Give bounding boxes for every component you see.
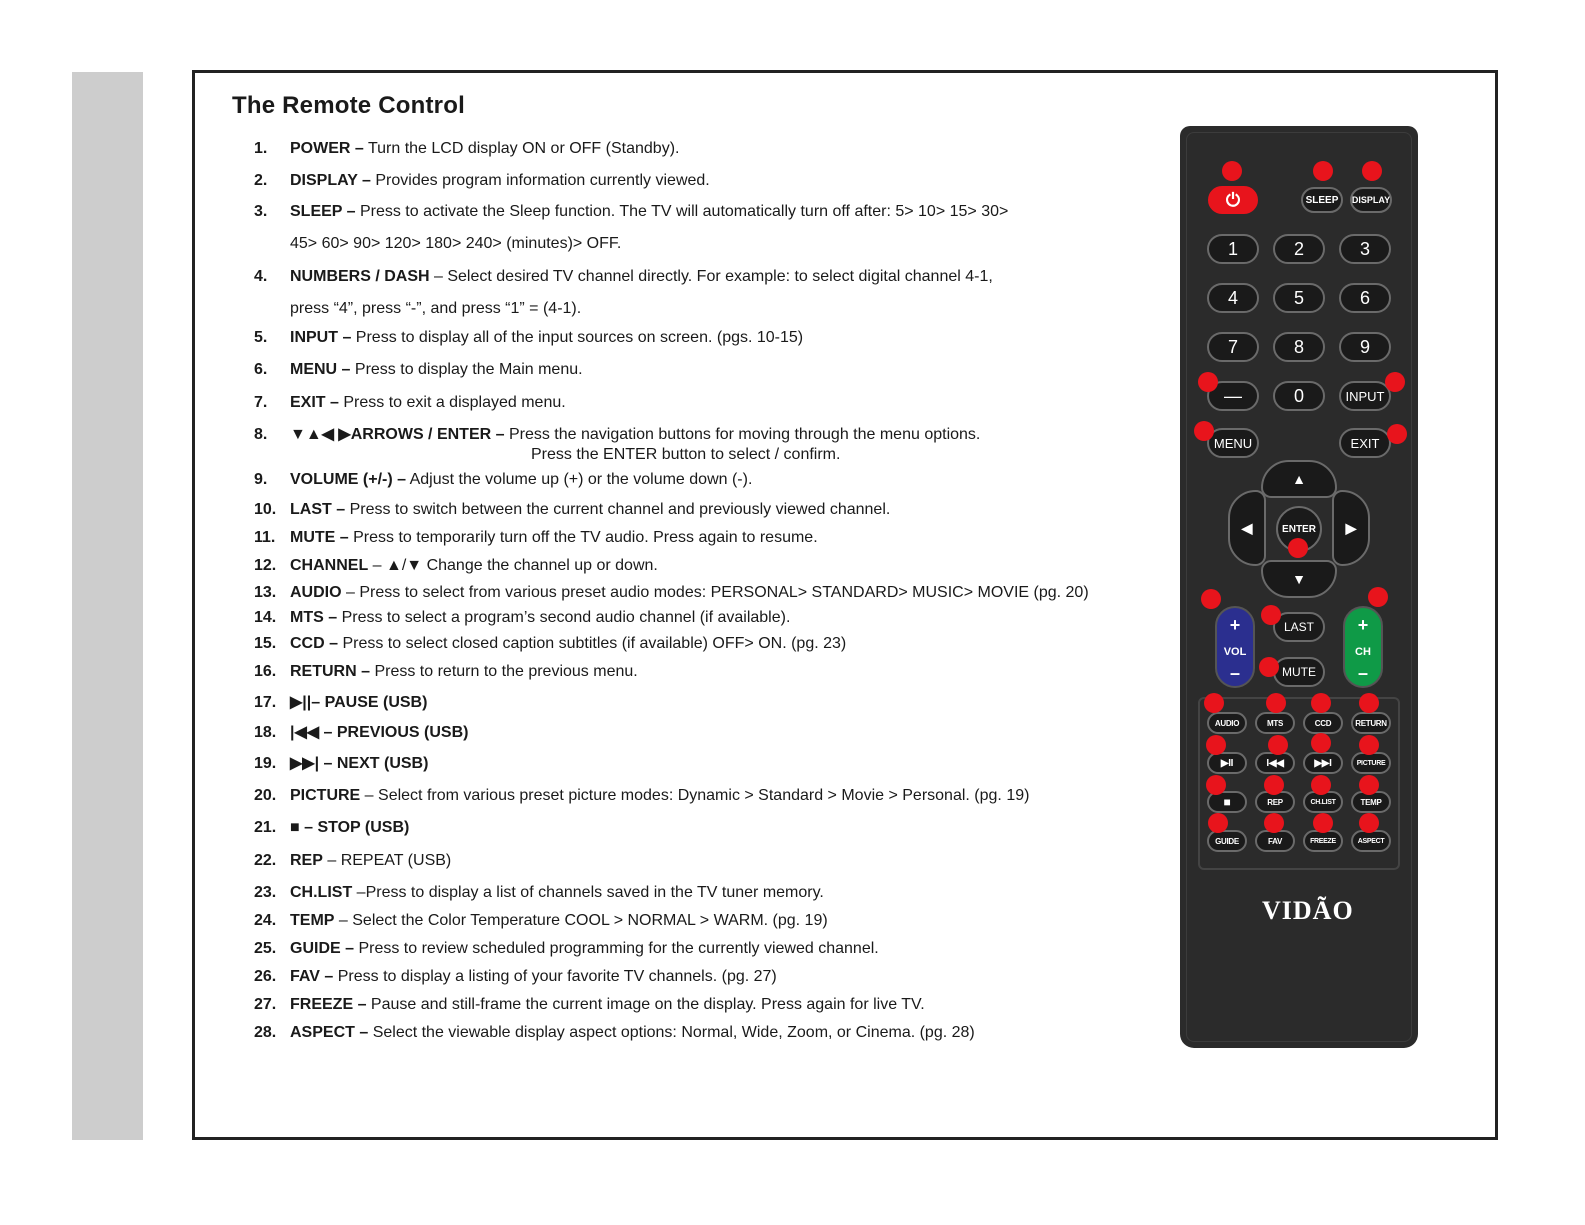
callout-marker: [1368, 587, 1388, 607]
arrow-left-button: ◀: [1228, 490, 1266, 566]
item-number: 27.: [254, 996, 277, 1013]
mute-button: MUTE: [1273, 657, 1325, 687]
enter-button: ENTER: [1276, 506, 1322, 552]
display-button: DISPLAY: [1350, 187, 1392, 213]
callout-marker: [1264, 813, 1284, 833]
page-side-bar: [72, 72, 143, 1140]
callout-marker: [1387, 424, 1407, 444]
channel-plus-label: +: [1357, 615, 1369, 635]
previous-button: I◀◀: [1255, 752, 1295, 774]
vidao-logo: VIDÃO: [1262, 896, 1354, 925]
digit-4-button: 4: [1207, 283, 1259, 313]
item-term: VOLUME (+/-) –: [290, 471, 407, 488]
callout-marker: [1359, 693, 1379, 713]
item-term: POWER –: [290, 140, 364, 157]
item-term: CCD –: [290, 635, 339, 652]
item-number: 3.: [254, 203, 268, 220]
callout-marker: [1362, 161, 1382, 181]
item-description: – Select desired TV channel directly. For example: to select digital channel 4-1,: [429, 268, 993, 285]
callout-marker: [1268, 735, 1288, 755]
list-item: [254, 528, 818, 548]
item-number: 21.: [254, 819, 277, 836]
callout-marker: [1264, 775, 1284, 795]
list-item: [254, 139, 679, 159]
list-item: [254, 723, 468, 743]
item-description: – Press to select from various preset audio modes: PERSONAL> STANDARD> MUSIC> MOVIE (pg. 20): [341, 584, 1089, 601]
arrow-down-button: ▼: [1261, 560, 1337, 598]
last-button: LAST: [1273, 612, 1325, 642]
callout-marker: [1359, 775, 1379, 795]
callout-marker: [1194, 421, 1214, 441]
item-number: 5.: [254, 329, 268, 346]
callout-marker: [1204, 693, 1224, 713]
list-item: [254, 171, 710, 191]
item-description: – Select the Color Temperature COOL > NORMAL > WARM. (pg. 19): [334, 912, 828, 929]
callout-marker: [1206, 735, 1226, 755]
callout-marker: [1198, 372, 1218, 392]
item-term: ▼▲◀ ▶ARROWS / ENTER –: [290, 426, 505, 443]
item-term: SLEEP –: [290, 203, 356, 220]
item-term: ■ – STOP (USB): [290, 819, 410, 836]
item-number: 26.: [254, 968, 277, 985]
item-number: 20.: [254, 787, 277, 804]
callout-marker: [1311, 693, 1331, 713]
list-item: [254, 662, 638, 682]
arrow-up-button: ▲: [1261, 460, 1337, 498]
next-button: ▶▶I: [1303, 752, 1343, 774]
callout-marker: [1359, 813, 1379, 833]
audio-button: AUDIO: [1207, 712, 1247, 734]
item-term: MENU –: [290, 361, 351, 378]
item-description: Turn the LCD display ON or OFF (Standby).: [363, 140, 680, 157]
list-item: [254, 995, 925, 1015]
input-button: INPUT: [1339, 381, 1391, 411]
list-item: [254, 911, 828, 931]
item-number: 15.: [254, 635, 277, 652]
list-item: [254, 754, 428, 774]
item-description: Press to switch between the current channel and previously viewed channel.: [345, 501, 891, 518]
item-number: 12.: [254, 557, 277, 574]
exit-button: EXIT: [1339, 428, 1391, 458]
item-number: 11.: [254, 529, 276, 546]
item-number: 14.: [254, 609, 277, 626]
volume-minus-label: –: [1229, 663, 1240, 683]
digit-0-button: 0: [1273, 381, 1325, 411]
digit-8-button: 8: [1273, 332, 1325, 362]
callout-marker: [1259, 657, 1279, 677]
item-description: Press to temporarily turn off the TV audio. Press again to resume.: [348, 529, 818, 546]
item-number: 19.: [254, 755, 277, 772]
digit-6-button: 6: [1339, 283, 1391, 313]
callout-marker: [1311, 775, 1331, 795]
callout-marker: [1385, 372, 1405, 392]
callout-marker: [1359, 735, 1379, 755]
callout-marker: [1201, 589, 1221, 609]
picture-button: PICTURE: [1351, 752, 1391, 774]
item-description: Press to activate the Sleep function. The TV will automatically turn off after: 5> 10> 15> 30>: [355, 203, 1009, 220]
item-number: 18.: [254, 724, 277, 741]
channel-minus-label: –: [1357, 663, 1368, 683]
dash-button: —: [1207, 381, 1259, 411]
channel-label: CH: [1355, 646, 1371, 658]
list-item: [254, 883, 824, 903]
callout-marker: [1208, 813, 1228, 833]
item-number: 9.: [254, 471, 268, 488]
list-item: [254, 202, 1008, 222]
fav-button: FAV: [1255, 830, 1295, 852]
list-item: [254, 608, 790, 628]
item-description: Press the navigation buttons for moving through the menu options.: [504, 426, 981, 443]
list-item: [254, 267, 993, 287]
item-description: Select the viewable display aspect options: Normal, Wide, Zoom, or Cinema. (pg. 28): [368, 1024, 975, 1041]
item-description: Provides program information currently viewed.: [370, 172, 710, 189]
volume-plus-label: +: [1229, 615, 1241, 635]
item-description: Press to display all of the input sources on screen. (pgs. 10-15): [351, 329, 804, 346]
item-term: RETURN –: [290, 663, 371, 680]
list-item: [254, 425, 980, 445]
return-button: RETURN: [1351, 712, 1391, 734]
item-term: ASPECT –: [290, 1024, 369, 1041]
item-term: ▶▶| – NEXT (USB): [290, 755, 429, 772]
item-term: TEMP: [290, 912, 335, 929]
callout-marker: [1288, 538, 1308, 558]
callout-marker: [1311, 733, 1331, 753]
callout-marker: [1261, 605, 1281, 625]
ccd-button: CCD: [1303, 712, 1343, 734]
digit-5-button: 5: [1273, 283, 1325, 313]
item-term: INPUT –: [290, 329, 352, 346]
item-number: 13.: [254, 584, 277, 601]
item-term: FAV –: [290, 968, 334, 985]
item-description: –Press to display a list of channels saved in the TV tuner memory.: [352, 884, 824, 901]
digit-9-button: 9: [1339, 332, 1391, 362]
list-item: [254, 583, 1089, 603]
item-number: 8.: [254, 426, 268, 443]
item-term: LAST –: [290, 501, 346, 518]
item-number: 25.: [254, 940, 277, 957]
item-description: Pause and still-frame the current image on the display. Press again for live TV.: [366, 996, 925, 1013]
digit-2-button: 2: [1273, 234, 1325, 264]
digit-7-button: 7: [1207, 332, 1259, 362]
item-description: Press to exit a displayed menu.: [338, 394, 566, 411]
item-description-continued: Press the ENTER button to select / confirm.: [531, 446, 841, 463]
list-item: [254, 851, 451, 871]
item-description: Press to review scheduled programming for the currently viewed channel.: [354, 940, 879, 957]
item-description: Press to display the Main menu.: [350, 361, 583, 378]
guide-button: GUIDE: [1207, 830, 1247, 852]
item-description: Adjust the volume up (+) or the volume down (-).: [406, 471, 753, 488]
sleep-button: SLEEP: [1301, 187, 1343, 213]
list-item: [254, 1023, 975, 1043]
list-item: [254, 634, 846, 654]
arrow-right-button: ▶: [1332, 490, 1370, 566]
item-description-continued: 45> 60> 90> 120> 180> 240> (minutes)> OFF.: [290, 235, 622, 252]
item-number: 1.: [254, 140, 268, 157]
item-description: Press to display a listing of your favorite TV channels. (pg. 27): [333, 968, 777, 985]
aspect-button: ASPECT: [1351, 830, 1391, 852]
stop-button: ■: [1207, 791, 1247, 813]
list-item: [254, 939, 879, 959]
item-term: PICTURE: [290, 787, 361, 804]
item-number: 22.: [254, 852, 277, 869]
item-term: ▶||– PAUSE (USB): [290, 694, 428, 711]
item-number: 16.: [254, 663, 277, 680]
menu-button: MENU: [1207, 428, 1259, 458]
item-description: Press to select closed caption subtitles (if available) OFF> ON. (pg. 23): [338, 635, 847, 652]
temp-button: TEMP: [1351, 791, 1391, 813]
power-button: ⏻: [1208, 186, 1258, 214]
list-item: [254, 786, 1029, 806]
item-term: |◀◀ – PREVIOUS (USB): [290, 724, 469, 741]
page-title: The Remote Control: [232, 92, 465, 119]
item-number: 4.: [254, 268, 268, 285]
callout-marker: [1266, 693, 1286, 713]
callout-marker: [1313, 813, 1333, 833]
item-term: DISPLAY –: [290, 172, 371, 189]
item-term: AUDIO: [290, 584, 342, 601]
list-item: [254, 393, 566, 413]
item-description: – REPEAT (USB): [322, 852, 452, 869]
item-term: EXIT –: [290, 394, 339, 411]
digit-1-button: 1: [1207, 234, 1259, 264]
item-description-continued: press “4”, press “-”, and press “1” = (4-1).: [290, 300, 582, 317]
list-item: [254, 556, 658, 576]
list-item: [254, 360, 583, 380]
item-term: CH.LIST: [290, 884, 353, 901]
item-term: MUTE –: [290, 529, 349, 546]
item-number: 2.: [254, 172, 268, 189]
list-item: [254, 328, 803, 348]
list-item: [254, 500, 890, 520]
callout-marker: [1313, 161, 1333, 181]
list-item: [254, 818, 409, 838]
item-number: 7.: [254, 394, 268, 411]
mts-button: MTS: [1255, 712, 1295, 734]
item-description: – Select from various preset picture modes: Dynamic > Standard > Movie > Personal. (pg. 19): [360, 787, 1030, 804]
item-term: FREEZE –: [290, 996, 367, 1013]
item-term: CHANNEL: [290, 557, 369, 574]
callout-marker: [1206, 775, 1226, 795]
rep-button: REP: [1255, 791, 1295, 813]
list-item: [254, 470, 752, 490]
volume-label: VOL: [1223, 646, 1247, 658]
item-term: MTS –: [290, 609, 338, 626]
item-number: 10.: [254, 501, 277, 518]
item-term: REP: [290, 852, 323, 869]
item-number: 6.: [254, 361, 268, 378]
callout-marker: [1222, 161, 1242, 181]
item-description: Press to return to the previous menu.: [370, 663, 638, 680]
list-item: [254, 967, 777, 987]
item-number: 28.: [254, 1024, 277, 1041]
item-number: 23.: [254, 884, 277, 901]
item-description: – ▲/▼ Change the channel up or down.: [368, 557, 658, 574]
ch-list-button: CH.LIST: [1303, 791, 1343, 813]
item-number: 17.: [254, 694, 277, 711]
freeze-button: FREEZE: [1303, 830, 1343, 852]
item-number: 24.: [254, 912, 277, 929]
item-term: NUMBERS / DASH: [290, 268, 430, 285]
item-description: Press to select a program’s second audio channel (if available).: [337, 609, 791, 626]
digit-3-button: 3: [1339, 234, 1391, 264]
item-term: GUIDE –: [290, 940, 355, 957]
pause-button: ▶II: [1207, 752, 1247, 774]
list-item: [254, 693, 427, 713]
